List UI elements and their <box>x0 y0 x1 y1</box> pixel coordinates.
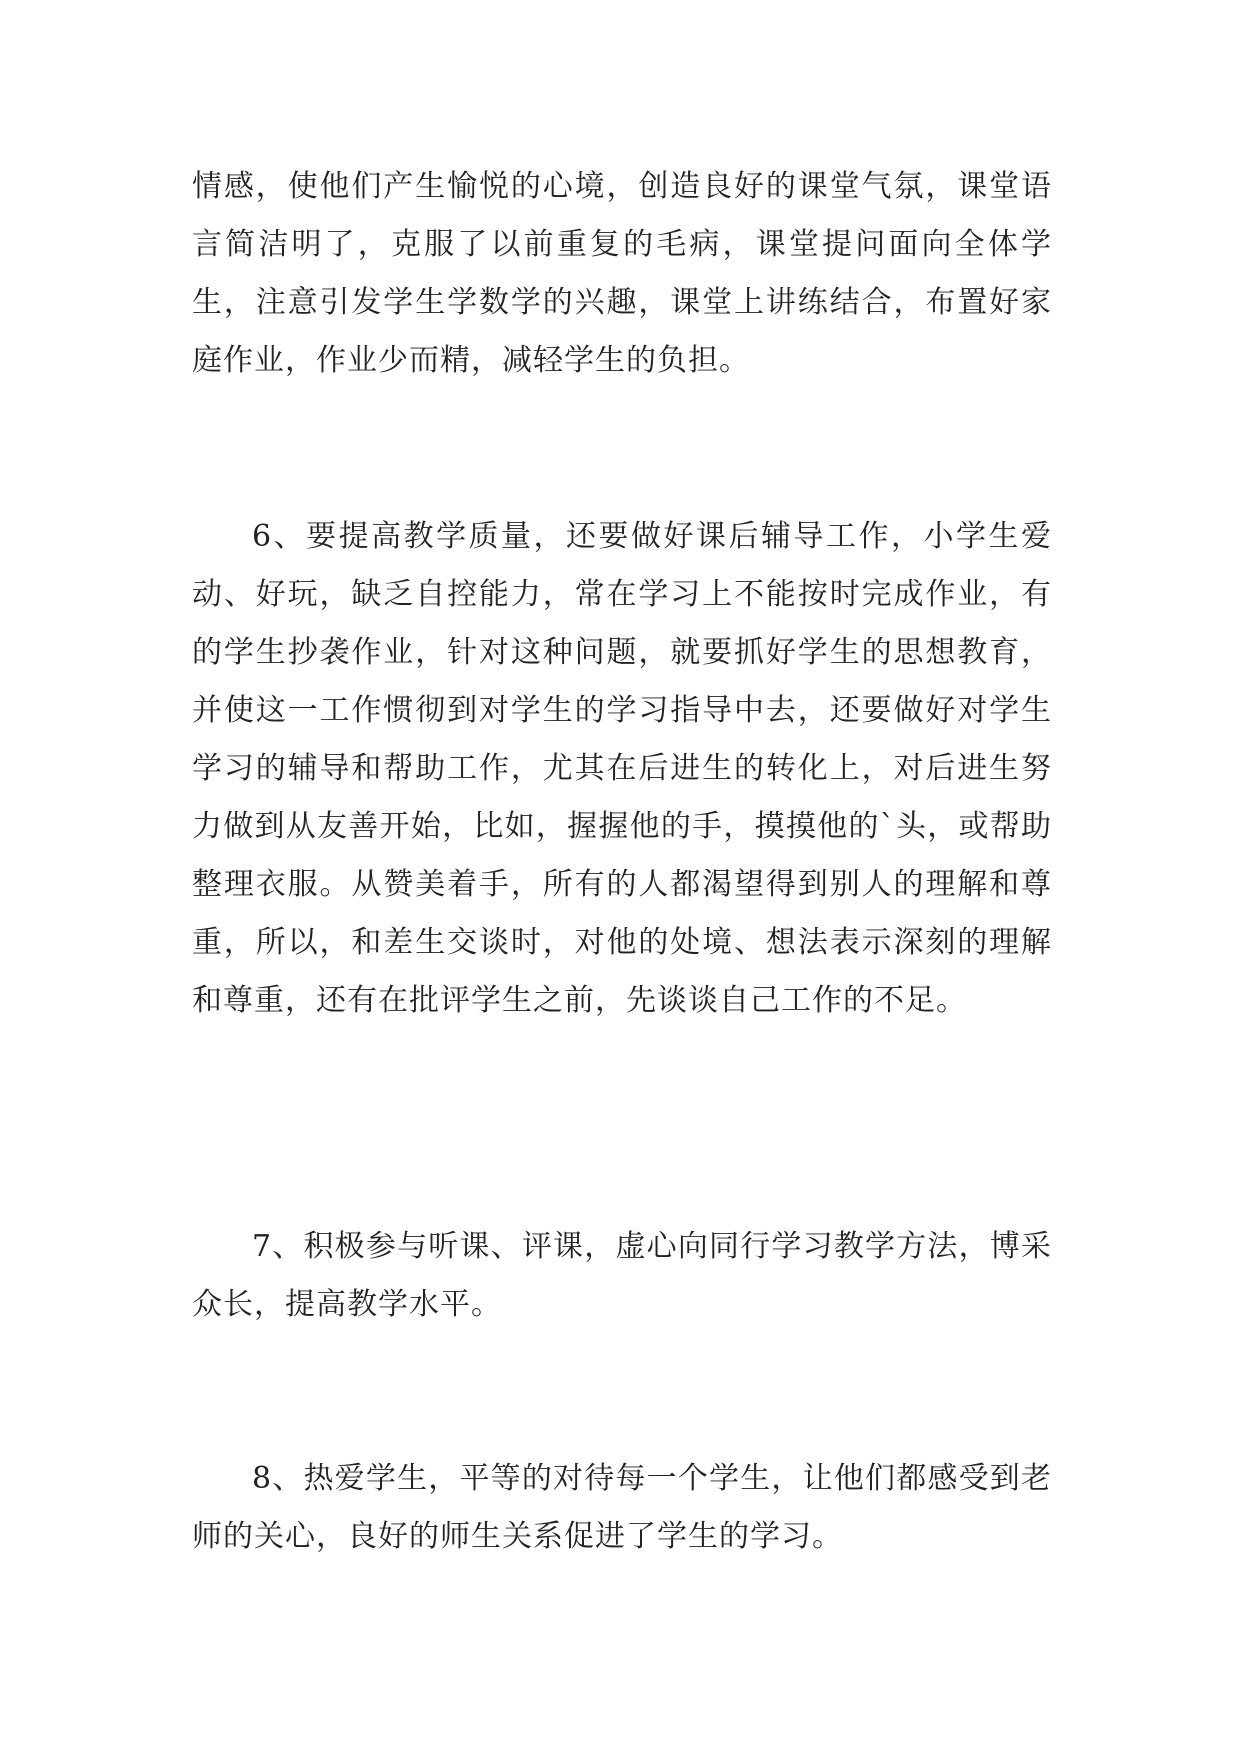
paragraph-continuation: 情感，使他们产生愉悦的心境，创造良好的课堂气氛，课堂语言简洁明了，克服了以前重复的毛病，课堂提问面向全体学生，注意引发学生学数学的兴趣，课堂上讲练结合，布置好家庭作业，作业少而精，减轻学生的负担。 <box>192 169 1052 378</box>
paragraph-item-8: 8、热爱学生，平等的对待每一个学生，让他们都感受到老师的关心，良好的师生关系促进了学生的学习。 <box>192 1461 1052 1554</box>
paragraph-item-7: 7、积极参与听课、评课，虚心向同行学习教学方法，博采众长，提高教学水平。 <box>192 1229 1052 1322</box>
paragraph-item-6: 6、要提高教学质量，还要做好课后辅导工作，小学生爱动、好玩，缺乏自控能力，常在学习上不能按时完成作业，有的学生抄袭作业，针对这种问题，就要抓好学生的思想教育，并使这一工作惯彻到对学生的学习指导中去，还要做好对学生学习的辅导和帮助工作，尤其在后进生的转化上，对后进生努力做到从友善开始，比如，握握他的手，摸摸他的`头，或帮助整理衣服。从赞美着手，所有的人都渴望得到别人的理解和尊重，所以，和差生交谈时，对他的处境、想法表示深刻的理解和尊重，还有在批评学生之前，先谈谈自己工作的不足。 <box>192 519 1052 1018</box>
